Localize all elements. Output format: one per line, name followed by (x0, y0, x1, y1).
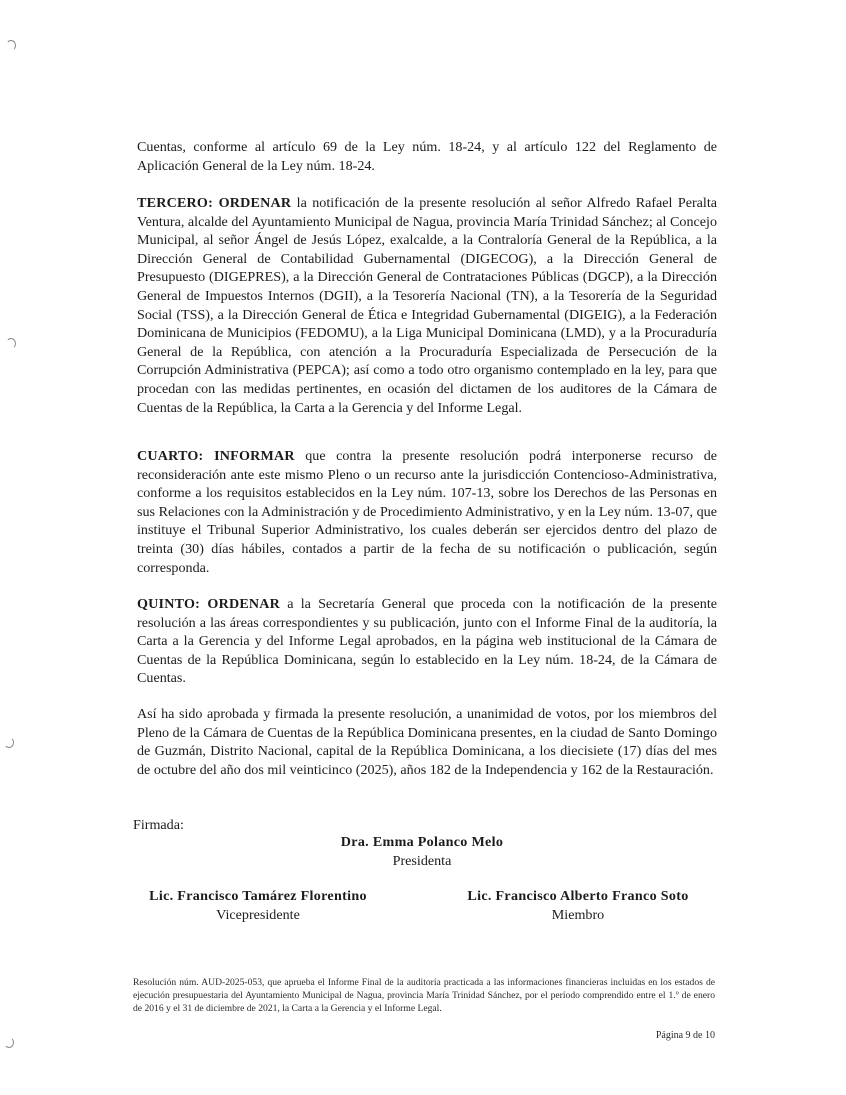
paragraph-cuentas: Cuentas, conforme al artículo 69 de la Ley núm. 18-24, y al artículo 122 del Reglamento de Aplicación General de la Ley núm. 18-24. (137, 139, 717, 174)
signatory-name: Dra. Emma Polanco Melo (340, 834, 504, 850)
signatory-title: Vicepresidente (216, 906, 300, 923)
paragraph-lead: TERCERO: ORDENAR (137, 195, 292, 211)
binding-hole-mark (4, 1037, 14, 1048)
footer-note: Resolución núm. AUD-2025-053, que aprueba el Informe Final de la auditoría practicada a las informaciones financieras incluidas en los estados de ejecución presupuestaria del Ayuntamiento Municipal de Nagua, provincia María Trinidad Sánchez, por el período comprendido entre el 1.º de enero de 2016 y el 31 de diciembre de 2021, la Carta a la Gerencia y el Informe Legal. (133, 977, 715, 1015)
paragraph-text: que contra la presente resolución podrá interponerse recurso de reconsideración ante este mismo Pleno o un recurso ante la jurisdicción Contencioso-Administrativa, conforme a los requisitos establecidos en la Ley núm. 107-13, sobre los Derechos de las Personas en sus Relaciones con la Administración y de Procedimiento Administrativo, y en la Ley núm. 13-07, que instituye el Tribunal Superior Administrativo, los cuales deberán ser ejercidos dentro del plazo de treinta (30) días hábiles, contados a partir de la fecha de su notificación o publicación, según corresponda. (137, 448, 718, 576)
binding-hole-mark (4, 737, 14, 748)
signed-label: Firmada: (133, 817, 184, 833)
paragraph-lead: QUINTO: ORDENAR (137, 596, 281, 612)
signatory-name: Lic. Francisco Tamárez Florentino (149, 888, 367, 904)
paragraph-tercero (137, 194, 717, 417)
signature-vicepresidente (120, 887, 396, 924)
paragraph-lead: CUARTO: INFORMAR (137, 448, 295, 464)
binding-hole-mark (6, 338, 16, 349)
signature-presidenta (300, 833, 544, 870)
paragraph-quinto (137, 595, 717, 688)
signatory-title: Presidenta (392, 852, 452, 869)
paragraph-cuarto (137, 447, 717, 577)
paragraph-approval: Así ha sido aprobada y firmada la presente resolución, a unanimidad de votos, por los miembros del Pleno de la Cámara de Cuentas de la República Dominicana presentes, en la ciudad de Santo Domingo de Guzmán, Distrito Nacional, capital de la República Dominicana, a los diecisiete (17) días del mes de octubre del año dos mil veinticinco (2025), años 182 de la Independencia y 162 de la Restauración. (137, 706, 717, 778)
paragraph-text: a la Secretaría General que proceda con la notificación de la presente resolución a las áreas correspondientes y su publicación, junto con el Informe Final de la auditoría, la Carta a la Gerencia y del Informe Legal aprobados, en la página web institucional de la Cámara de Cuentas de la República Dominicana, según lo establecido en la Ley núm. 18-24, de la Cámara de Cuentas. (137, 596, 717, 687)
signatory-name: Lic. Francisco Alberto Franco Soto (467, 888, 689, 904)
signatory-title: Miembro (551, 906, 605, 923)
signature-miembro (440, 887, 716, 924)
paragraph-text: la notificación de la presente resolución al señor Alfredo Rafael Peralta Ventura, alcalde del Ayuntamiento Municipal de Nagua, provincia María Trinidad Sánchez; al Concejo Municipal, al señor Ángel de Jesús López, exalcalde, a la Contraloría General de la República, a la Dirección General de Contabilidad Gubernamental (DIGECOG), a la Dirección General de Presupuesto (DIGEPRES), a la Dirección General de Contrataciones Públicas (DGCP), a la Dirección General de Impuestos Internos (DGII), a la Tesorería Nacional (TN), a la Tesorería de la Seguridad Social (TSS), a la Dirección General de Ética e Integridad Gubernamental (DIGEIG), a la Federación Dominicana de Municipios (FEDOMU), a la Liga Municipal Dominicana (LMD), y a la Procuraduría General de la República, con atención a la Procuraduría Especializada de Persecución de la Corrupción Administrativa (PEPCA); así como a todo otro organismo contemplado en la ley, para que procedan con las medidas pertinentes, en ocasión del dictamen de los auditores de la Cámara de Cuentas de la República, la Carta a la Gerencia y del Informe Legal. (137, 195, 718, 416)
binding-hole-mark (6, 40, 16, 51)
page-number: Página 9 de 10 (655, 1030, 715, 1041)
